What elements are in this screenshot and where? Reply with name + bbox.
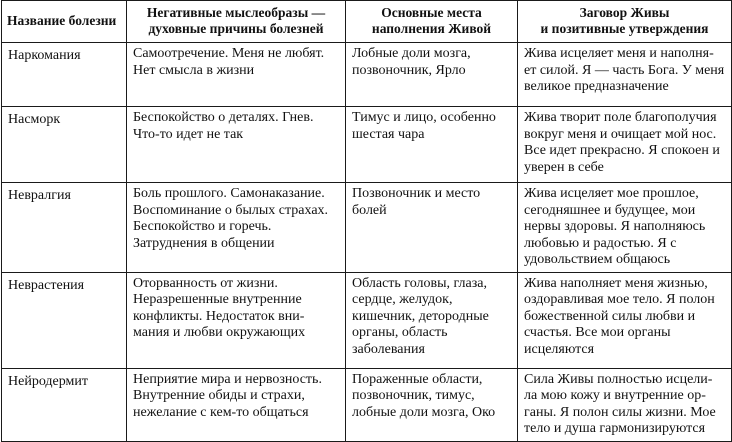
cell-main-places xyxy=(346,272,518,368)
cell-text-line: сердце, желудок, xyxy=(352,292,453,307)
cell-text-line: оздоравливая мое тело. Я полон xyxy=(524,292,715,307)
cell-text-line: Позвоночник и место xyxy=(352,186,481,201)
header-line: духовные причины болезней xyxy=(148,20,324,36)
cell-text-line: Жива исцеляет меня и наполня- xyxy=(524,46,714,61)
table-body xyxy=(2,43,732,442)
cell-negative-thoughts xyxy=(127,107,346,183)
cell-text-line: Самоотречение. Меня не любят. xyxy=(133,46,325,61)
cell-main-places xyxy=(346,183,518,273)
cell-negative-thoughts xyxy=(127,43,346,107)
cell-text-line: кишечник, детородные xyxy=(352,308,489,324)
header-main-places xyxy=(346,1,518,43)
cell-text-line: позвоночник, тимус, xyxy=(352,388,475,403)
cell-affirmation xyxy=(518,43,732,107)
cell-text-line: заболевания xyxy=(352,341,425,357)
header-disease-name xyxy=(2,1,127,43)
cell-text-line: Неприятие мира и нервозность. xyxy=(133,371,322,387)
cell-text-line: Воспоминание о былых страхах. xyxy=(133,202,329,218)
table-row xyxy=(2,368,732,441)
cell-text-line: тело и душа гармонизируются xyxy=(524,421,706,436)
cell-text-line: Жива творит поле благополучия xyxy=(524,110,717,125)
cell-text-line: удовольствием общаюсь xyxy=(524,252,671,267)
cell-text-line: вокруг меня и очищает мой нос. xyxy=(524,126,717,142)
cell-affirmation xyxy=(518,368,732,441)
header-line: наполнения Живой xyxy=(371,20,492,36)
cell-text-line: Беспокойство и горечь. xyxy=(133,219,272,234)
cell-text-line: лобные доли мозга, Око xyxy=(352,404,496,420)
cell-text-line: Нейродермит xyxy=(8,373,89,389)
cell-text-line: Жива наполняет меня жизнью, xyxy=(524,275,708,291)
cell-negative-thoughts xyxy=(127,183,346,273)
cell-negative-thoughts xyxy=(127,272,346,368)
table-header xyxy=(2,1,732,43)
cell-disease-name xyxy=(2,43,127,107)
cell-text-line: мания и любви окружающих xyxy=(133,325,306,340)
header-affirmations xyxy=(518,1,732,43)
cell-text-line: Что-то идет не так xyxy=(133,126,244,142)
cell-affirmation xyxy=(518,183,732,273)
cell-affirmation xyxy=(518,272,732,368)
header-negative-thoughts xyxy=(127,1,346,43)
cell-text-line: Пораженные области, xyxy=(352,371,483,387)
cell-main-places xyxy=(346,368,518,441)
cell-text-line: уверен в себе xyxy=(524,159,604,175)
cell-text-line: божественной силы любви и xyxy=(524,308,696,324)
header-line: и позитивные утверждения xyxy=(540,20,709,36)
cell-disease-name xyxy=(2,107,127,183)
cell-text-line: нежелание с кем-то общаться xyxy=(133,404,309,420)
header-line: Негативные мыслеобразы — xyxy=(146,5,326,20)
cell-text-line: Нет смысла в жизни xyxy=(133,62,255,78)
cell-text-line: конфликты. Недостаток вни- xyxy=(133,308,305,324)
cell-text-line: шестая чара xyxy=(352,126,425,142)
cell-text-line: Неврастения xyxy=(8,277,85,293)
header-row xyxy=(2,1,732,43)
cell-text-line: Сила Живы полностью исцели- xyxy=(524,371,713,387)
cell-text-line: Затруднения в общении xyxy=(133,235,275,251)
cell-text-line: Наркомания xyxy=(8,48,81,63)
cell-text-line: позвоночник, Ярло xyxy=(352,62,466,78)
cell-disease-name xyxy=(2,368,127,441)
cell-text-line: ла мою кожу и внутренние ор- xyxy=(524,388,706,403)
cell-disease-name xyxy=(2,183,127,273)
cell-text-line: исцеляются xyxy=(524,341,595,357)
disease-table xyxy=(1,0,732,442)
header-line: Заговор Живы xyxy=(579,5,670,20)
cell-text-line: Беспокойство о деталях. Гнев. xyxy=(133,110,314,125)
cell-main-places xyxy=(346,43,518,107)
cell-text-line: великое предназначение xyxy=(524,79,669,94)
cell-text-line: Тимус и лицо, особенно xyxy=(352,110,496,125)
table-row xyxy=(2,107,732,183)
cell-text-line: Все идет прекрасно. Я спокоен и xyxy=(524,143,720,158)
table-row xyxy=(2,43,732,107)
cell-text-line: любовью и радостью. Я с xyxy=(524,235,677,251)
table-row xyxy=(2,272,732,368)
cell-text-line: Неразрешенные внутренние xyxy=(133,292,302,307)
cell-text-line: нервы здоровы. Я наполняюсь xyxy=(524,219,706,234)
table-row xyxy=(2,183,732,273)
cell-text-line: болей xyxy=(352,202,387,218)
cell-text-line: счастья. Все мои органы xyxy=(524,325,671,340)
cell-text-line: ет силой. Я — часть Бога. У меня xyxy=(524,62,725,78)
cell-text-line: Оторванность от жизни. xyxy=(133,275,278,291)
cell-main-places xyxy=(346,107,518,183)
header-line: Основные места xyxy=(381,5,482,20)
cell-text-line: Боль прошлого. Самонаказание. xyxy=(133,186,325,201)
cell-text-line: Жива исцеляет мое прошлое, xyxy=(524,186,699,201)
cell-text-line: органы, область xyxy=(352,325,448,340)
cell-affirmation xyxy=(518,107,732,183)
cell-text-line: Область головы, глаза, xyxy=(352,275,487,291)
cell-text-line: Внутренние обиды и страхи, xyxy=(133,388,305,403)
cell-negative-thoughts xyxy=(127,368,346,441)
cell-disease-name xyxy=(2,272,127,368)
header-line: Название болезни xyxy=(7,12,117,28)
cell-text-line: Лобные доли мозга, xyxy=(352,46,471,61)
cell-text-line: ганы. Я полон силы жизни. Мое xyxy=(524,404,716,420)
cell-text-line: Насморк xyxy=(8,112,61,127)
cell-text-line: Невралгия xyxy=(8,188,71,203)
cell-text-line: сегодняшнее и будущее, мои xyxy=(524,202,696,218)
